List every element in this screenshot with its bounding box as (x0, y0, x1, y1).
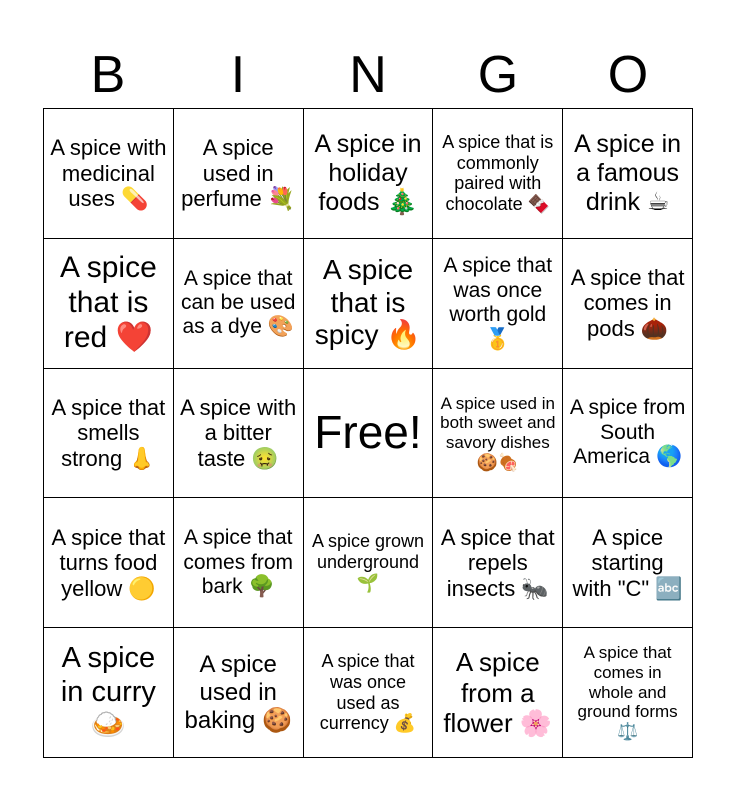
cell-text: A spice that smells strong 👃 (51, 394, 166, 471)
bingo-cell[interactable] (304, 239, 434, 369)
bingo-cell[interactable] (563, 369, 693, 499)
cell-text: A spice used in both sweet and savory dishes 🍪🍖 (440, 393, 556, 472)
bingo-cell[interactable] (44, 239, 174, 369)
bingo-cell[interactable] (44, 369, 174, 499)
bingo-cell[interactable] (563, 239, 693, 369)
cell-text: A spice that repels insects 🐜 (440, 524, 555, 601)
header-letter-b: B (90, 46, 126, 104)
header-letter-o: O (607, 46, 649, 104)
free-space[interactable] (304, 369, 434, 499)
cell-text: A spice in curry 🍛 (60, 642, 156, 742)
cell-text: A spice that comes in whole and ground forms ⚖️ (577, 643, 678, 742)
cell-text: A spice used in perfume 💐 (181, 135, 296, 212)
header-letter-i: I (230, 46, 246, 104)
bingo-header (43, 42, 693, 108)
free-space-label: Free! (314, 406, 422, 459)
cell-text: A spice that can be used as a dye 🎨 (180, 266, 296, 339)
cell-text: A spice that is red ❤️ (60, 251, 157, 354)
cell-text: A spice grown underground 🌱 (311, 531, 425, 594)
cell-text: A spice that is commonly paired with chocolate 🍫 (442, 131, 554, 215)
bingo-cell[interactable] (563, 109, 693, 239)
bingo-cell[interactable] (304, 109, 434, 239)
cell-text: A spice with a bitter taste 🤢 (180, 394, 297, 471)
bingo-cell[interactable] (433, 498, 563, 628)
bingo-cell[interactable] (174, 369, 304, 499)
bingo-cell[interactable] (174, 498, 304, 628)
cell-text: A spice in a famous drink ☕ (574, 129, 682, 216)
cell-text: A spice that was once used as currency 💰 (319, 650, 417, 734)
header-letter-g: G (477, 46, 519, 104)
cell-text: A spice that is spicy 🔥 (314, 254, 422, 351)
cell-text: A spice in holiday foods 🎄 (314, 129, 422, 216)
cell-text: A spice that turns food yellow 🟡 (51, 524, 166, 601)
bingo-cell[interactable] (433, 239, 563, 369)
bingo-cell[interactable] (304, 498, 434, 628)
cell-text: A spice from a flower 🌸 (443, 647, 553, 738)
cell-text: A spice that comes in pods 🌰 (570, 264, 685, 341)
bingo-cell[interactable] (174, 239, 304, 369)
bingo-cell[interactable] (44, 628, 174, 758)
bingo-cell[interactable] (174, 109, 304, 239)
cell-text: A spice with medicinal uses 💊 (50, 135, 167, 212)
bingo-cell[interactable] (563, 628, 693, 758)
bingo-cell[interactable] (174, 628, 304, 758)
bingo-cell[interactable] (433, 628, 563, 758)
header-letter-n: N (349, 46, 387, 104)
bingo-cell[interactable] (563, 498, 693, 628)
cell-text: A spice used in baking 🍪 (184, 650, 292, 734)
bingo-cell[interactable] (433, 109, 563, 239)
bingo-grid (43, 108, 693, 758)
cell-text: A spice that was once worth gold 🥇 (443, 254, 553, 351)
bingo-cell[interactable] (44, 498, 174, 628)
cell-text: A spice from South America 🌎 (569, 396, 686, 469)
bingo-cell[interactable] (304, 628, 434, 758)
cell-text: A spice starting with "C" 🔤 (572, 524, 683, 601)
bingo-cell[interactable] (433, 369, 563, 499)
cell-text: A spice that comes from bark 🌳 (183, 526, 294, 598)
bingo-cell[interactable] (44, 109, 174, 239)
